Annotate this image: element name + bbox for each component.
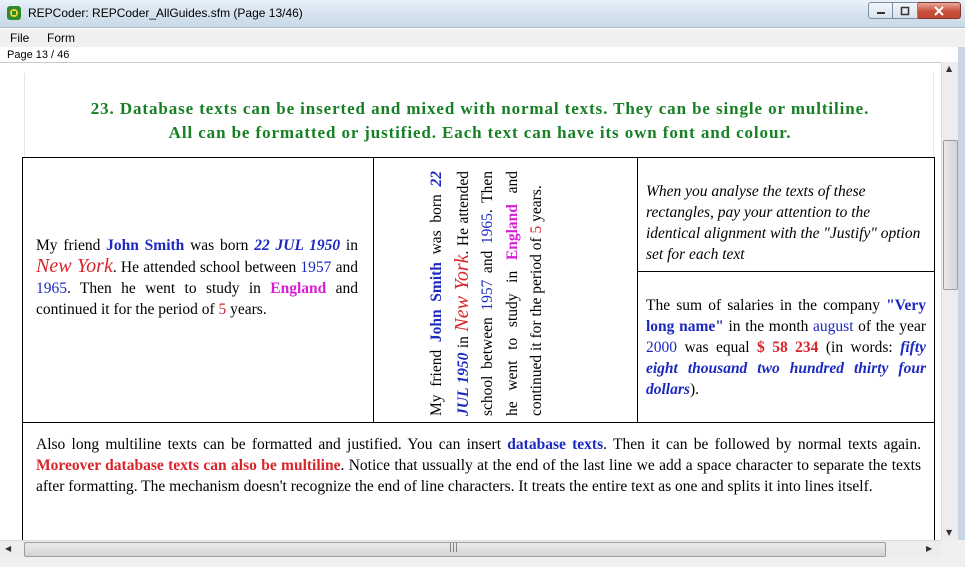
scroll-down-icon[interactable]: ▼ <box>946 528 953 537</box>
window-controls <box>868 2 961 20</box>
minimize-button[interactable] <box>868 2 893 19</box>
alignment-note: When you analyse the texts of these rectangles, pay your attention to the identical alignment with the "Justify" option set for each text <box>646 183 921 263</box>
text-run: in the month <box>723 318 814 335</box>
heading-box <box>24 73 934 157</box>
menu-file[interactable]: File <box>10 31 30 45</box>
text-run: . Notice that ussually at the end of the last line we add a space character to separate the texts after formatting. The mechanism doesn't recognize the end of line characters. It treats the entire text as one and splits it into lines itself. <box>36 457 921 495</box>
text-run: and continued it for the period of <box>503 171 545 416</box>
vertical-scrollbar[interactable] <box>941 62 958 540</box>
status-bar <box>0 557 965 567</box>
report-page <box>0 62 941 540</box>
db-year: 1957 <box>300 259 332 276</box>
db-name: John Smith <box>106 237 185 254</box>
text-run: and <box>331 259 358 276</box>
db-date: 22 JUL 1950 <box>428 171 472 416</box>
db-date: 22 JUL 1950 <box>254 237 341 254</box>
vertical-scroll-thumb[interactable] <box>943 140 958 290</box>
vertical-friend-text <box>425 171 585 416</box>
text-run: was equal <box>677 339 758 356</box>
close-button[interactable] <box>918 2 961 19</box>
db-country: England <box>270 280 327 297</box>
db-multiline: Moreover database texts can also be multiline <box>36 457 341 474</box>
db-year: 1965 <box>479 213 496 245</box>
db-number: 5 <box>528 225 545 234</box>
text-run: . Then he went to study in <box>479 171 521 416</box>
scroll-corner <box>941 540 965 557</box>
text-run: The sum of salaries in the company <box>646 297 887 314</box>
db-text: database texts <box>507 436 604 453</box>
text-run: My friend <box>36 237 107 254</box>
text-run: and continued it for the period of <box>36 280 358 318</box>
text-run: in <box>340 237 358 254</box>
menu-form[interactable]: Form <box>47 31 75 45</box>
close-icon <box>933 6 945 16</box>
heading-line-1: 23. Database texts can be inserted and mixed with normal texts. They can be single or multiline. <box>90 99 870 118</box>
db-country: England <box>503 204 521 261</box>
text-run: years. <box>528 185 545 226</box>
text-run: . He attended school between <box>112 259 301 276</box>
minimize-icon <box>876 6 886 16</box>
scroll-grip-icon: ||| <box>449 543 459 553</box>
divider <box>637 271 935 272</box>
db-amount-words: fifty eight thousand two hundred thirty four dollars <box>646 339 927 398</box>
friend-text <box>36 235 358 320</box>
db-year: 2000 <box>646 339 677 356</box>
horizontal-scrollbar[interactable] <box>0 540 941 557</box>
maximize-button[interactable] <box>893 2 918 19</box>
text-run: was born <box>184 237 255 254</box>
app-icon <box>6 5 22 21</box>
db-amount: $ 58 234 <box>757 339 819 356</box>
text-run: in <box>454 331 472 353</box>
db-year: 1965 <box>36 280 67 297</box>
text-run: ). <box>689 381 699 398</box>
db-number: 5 <box>218 301 227 318</box>
db-year: 1957 <box>479 279 496 311</box>
page-indicator: Page 13 / 46 <box>7 49 70 61</box>
window-title: REPCoder: REPCoder_AllGuides.sfm (Page 13/46) <box>28 6 303 20</box>
salary-text <box>646 295 926 400</box>
page-heading <box>25 97 935 145</box>
text-run: was born <box>428 186 445 263</box>
db-month: august <box>813 318 854 335</box>
divider <box>23 422 935 423</box>
text-run: My friend <box>428 342 445 416</box>
text-run: . He attended school between <box>454 171 496 416</box>
title-bar[interactable] <box>0 0 965 28</box>
db-city: New York <box>450 254 473 332</box>
db-name: John Smith <box>428 262 445 343</box>
db-company: "Very long name" <box>646 297 926 335</box>
window-border <box>958 47 965 567</box>
text-run: Also long multiline texts can be formatted and justified. You can insert <box>36 436 508 453</box>
text-run: . Then he went to study in <box>67 280 271 297</box>
text-run: of the year <box>853 318 926 335</box>
text-run: (in words: <box>818 339 901 356</box>
multiline-text <box>36 434 921 497</box>
heading-line-2: All can be formatted or justified. Each text can have its own font and colour. <box>168 123 792 142</box>
maximize-icon <box>900 6 910 16</box>
divider <box>637 158 638 422</box>
horizontal-scroll-thumb[interactable] <box>24 542 886 557</box>
scroll-right-icon[interactable]: ▶ <box>926 544 933 553</box>
menu-bar <box>0 29 965 47</box>
text-run: and <box>479 244 496 280</box>
text-run: . Then it can be followed by normal texts again. <box>603 436 921 453</box>
scroll-left-icon[interactable]: ◀ <box>5 544 12 553</box>
scroll-up-icon[interactable]: ▲ <box>946 64 953 73</box>
db-city: New York <box>36 255 113 277</box>
text-run: years. <box>226 301 267 318</box>
vertical-cell <box>374 171 636 416</box>
